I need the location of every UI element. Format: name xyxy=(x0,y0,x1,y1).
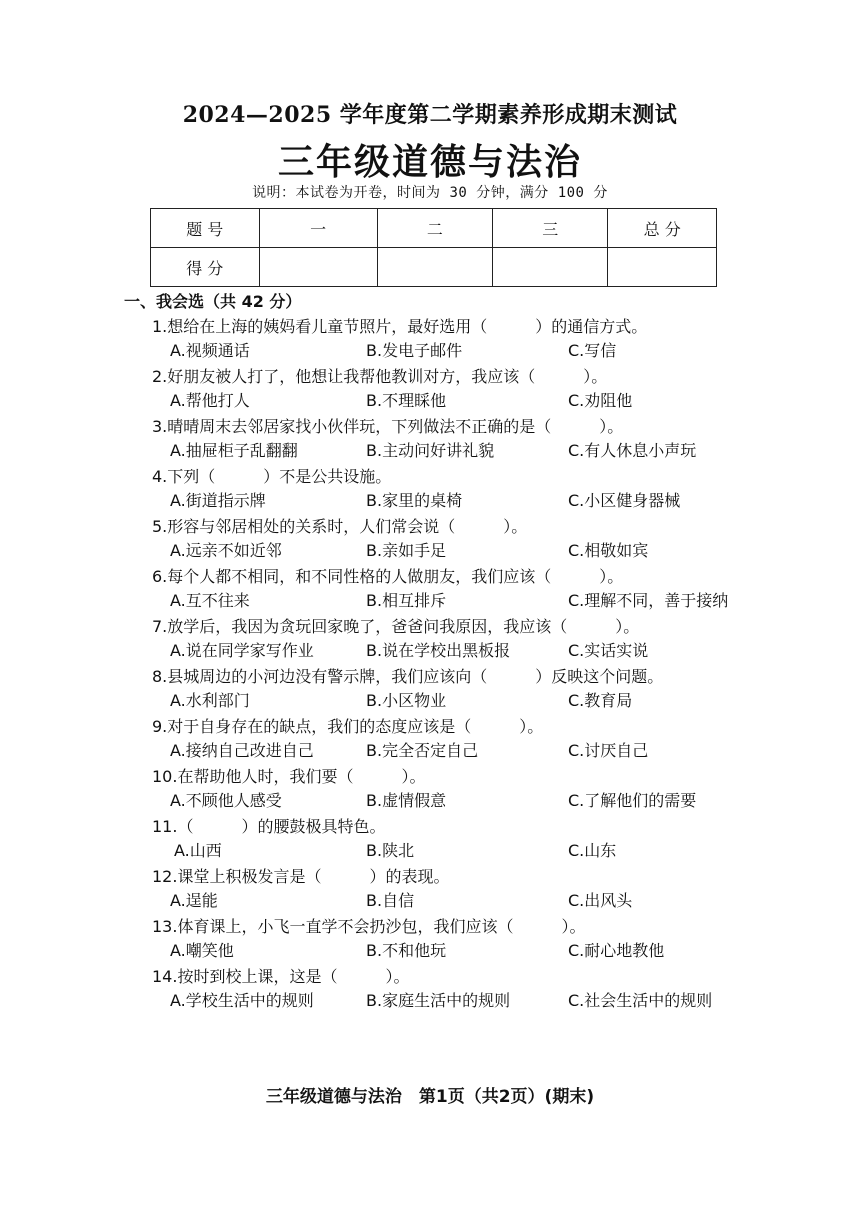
score-field[interactable] xyxy=(377,248,492,287)
option-c: C.理解不同，善于接纳 xyxy=(568,591,729,610)
option-a: A.抽屉柜子乱翻翻 xyxy=(170,441,298,460)
option-c: C.讨厌自己 xyxy=(568,741,649,760)
score-field[interactable] xyxy=(493,248,608,287)
option-a: A.嘲笑他 xyxy=(170,941,234,960)
option-c: C.实话实说 xyxy=(568,641,649,660)
option-c: C.相敬如宾 xyxy=(568,541,649,560)
option-b: B.家里的桌椅 xyxy=(366,491,463,510)
option-c: C.出风头 xyxy=(568,891,633,910)
option-b: B.虚情假意 xyxy=(366,791,447,810)
page-footer: 三年级道德与法治 第1页（共2页）(期末) xyxy=(265,1087,595,1107)
score-table-cell: 总 分 xyxy=(608,209,717,248)
option-c: C.小区健身器械 xyxy=(568,491,681,510)
option-c: C.教育局 xyxy=(568,691,633,710)
question-item xyxy=(152,914,752,964)
option-b: B.小区物业 xyxy=(366,691,447,710)
question-stem: 4.下列（ ）不是公共设施。 xyxy=(152,467,392,486)
question-stem: 8.县城周边的小河边没有警示牌，我们应该向（ ）反映这个问题。 xyxy=(152,667,664,686)
question-stem: 2.好朋友被人打了，他想让我帮他教训对方，我应该（ ）。 xyxy=(152,367,608,386)
question-stem: 12.课堂上积极发言是（ ）的表现。 xyxy=(152,867,450,886)
score-field[interactable] xyxy=(259,248,377,287)
section-heading: 一、我会选（共 42 分） xyxy=(124,292,302,311)
option-a: A.水利部门 xyxy=(170,691,250,710)
score-table-score-row xyxy=(151,248,717,287)
option-b: B.不理睬他 xyxy=(366,391,447,410)
score-table-header-row xyxy=(151,209,717,248)
option-b: B.主动问好讲礼貌 xyxy=(366,441,495,460)
question-stem: 13.体育课上，小飞一直学不会扔沙包，我们应该（ ）。 xyxy=(152,917,586,936)
option-c: C.了解他们的需要 xyxy=(568,791,697,810)
question-item xyxy=(152,564,752,614)
option-b: B.完全否定自己 xyxy=(366,741,479,760)
option-b: B.陕北 xyxy=(366,841,415,860)
question-stem: 6.每个人都不相同，和不同性格的人做朋友，我们应该（ ）。 xyxy=(152,567,624,586)
question-stem: 5.形容与邻居相处的关系时，人们常会说（ ）。 xyxy=(152,517,528,536)
option-a: A.逞能 xyxy=(170,891,218,910)
option-a: A.街道指示牌 xyxy=(170,491,266,510)
exam-instructions: 说明：本试卷为开卷，时间为 30 分钟，满分 100 分 xyxy=(252,185,608,201)
score-table-cell: 题 号 xyxy=(151,209,260,248)
question-stem: 9.对于自身存在的缺点，我们的态度应该是（ ）。 xyxy=(152,717,544,736)
option-c: C.劝阻他 xyxy=(568,391,633,410)
total-score-field[interactable] xyxy=(608,248,717,287)
score-table-cell: 三 xyxy=(493,209,608,248)
question-item xyxy=(152,864,752,914)
score-table-cell: 一 xyxy=(259,209,377,248)
question-stem: 14.按时到校上课，这是（ ）。 xyxy=(152,967,410,986)
option-b: B.说在学校出黑板报 xyxy=(366,641,511,660)
option-a: A.说在同学家写作业 xyxy=(170,641,314,660)
score-table-cell: 二 xyxy=(377,209,492,248)
exam-title: 2024—2025 学年度第二学期素养形成期末测试 xyxy=(182,102,678,128)
option-a: A.不顾他人感受 xyxy=(170,791,282,810)
option-b: B.家庭生活中的规则 xyxy=(366,991,511,1010)
option-c: C.耐心地教他 xyxy=(568,941,665,960)
question-item xyxy=(152,414,752,464)
option-b: B.不和他玩 xyxy=(366,941,447,960)
question-item xyxy=(152,714,752,764)
question-item xyxy=(152,364,752,414)
question-item xyxy=(152,964,752,1014)
option-a: A.视频通话 xyxy=(170,341,250,360)
question-item xyxy=(152,664,752,714)
question-stem: 1.想给在上海的姨妈看儿童节照片，最好选用（ ）的通信方式。 xyxy=(152,317,648,336)
option-a: A.帮他打人 xyxy=(170,391,250,410)
question-list xyxy=(152,314,752,1014)
option-a: A.接纳自己改进自己 xyxy=(170,741,314,760)
option-c: C.有人休息小声玩 xyxy=(568,441,697,460)
question-item xyxy=(152,614,752,664)
question-stem: 10.在帮助他人时，我们要（ ）。 xyxy=(152,767,426,786)
option-c: C.社会生活中的规则 xyxy=(568,991,713,1010)
question-item xyxy=(152,314,752,364)
question-item xyxy=(152,464,752,514)
option-b: B.发电子邮件 xyxy=(366,341,463,360)
option-a: A.远亲不如近邻 xyxy=(170,541,282,560)
option-b: B.相互排斥 xyxy=(366,591,447,610)
option-a: A.互不往来 xyxy=(170,591,250,610)
question-stem: 11.（ ）的腰鼓极具特色。 xyxy=(152,817,386,836)
question-item xyxy=(152,764,752,814)
question-item xyxy=(152,814,752,864)
score-table-cell: 得 分 xyxy=(151,248,260,287)
question-item xyxy=(152,514,752,564)
option-a: A.山西 xyxy=(174,841,222,860)
option-b: B.自信 xyxy=(366,891,415,910)
question-stem: 7.放学后，我因为贪玩回家晚了，爸爸问我原因，我应该（ ）。 xyxy=(152,617,640,636)
score-table xyxy=(150,208,717,287)
subject-title: 三年级道德与法治 xyxy=(277,141,582,183)
option-a: A.学校生活中的规则 xyxy=(170,991,314,1010)
option-c: C.写信 xyxy=(568,341,617,360)
option-b: B.亲如手足 xyxy=(366,541,447,560)
option-c: C.山东 xyxy=(568,841,617,860)
question-stem: 3.晴晴周末去邻居家找小伙伴玩，下列做法不正确的是（ ）。 xyxy=(152,417,624,436)
